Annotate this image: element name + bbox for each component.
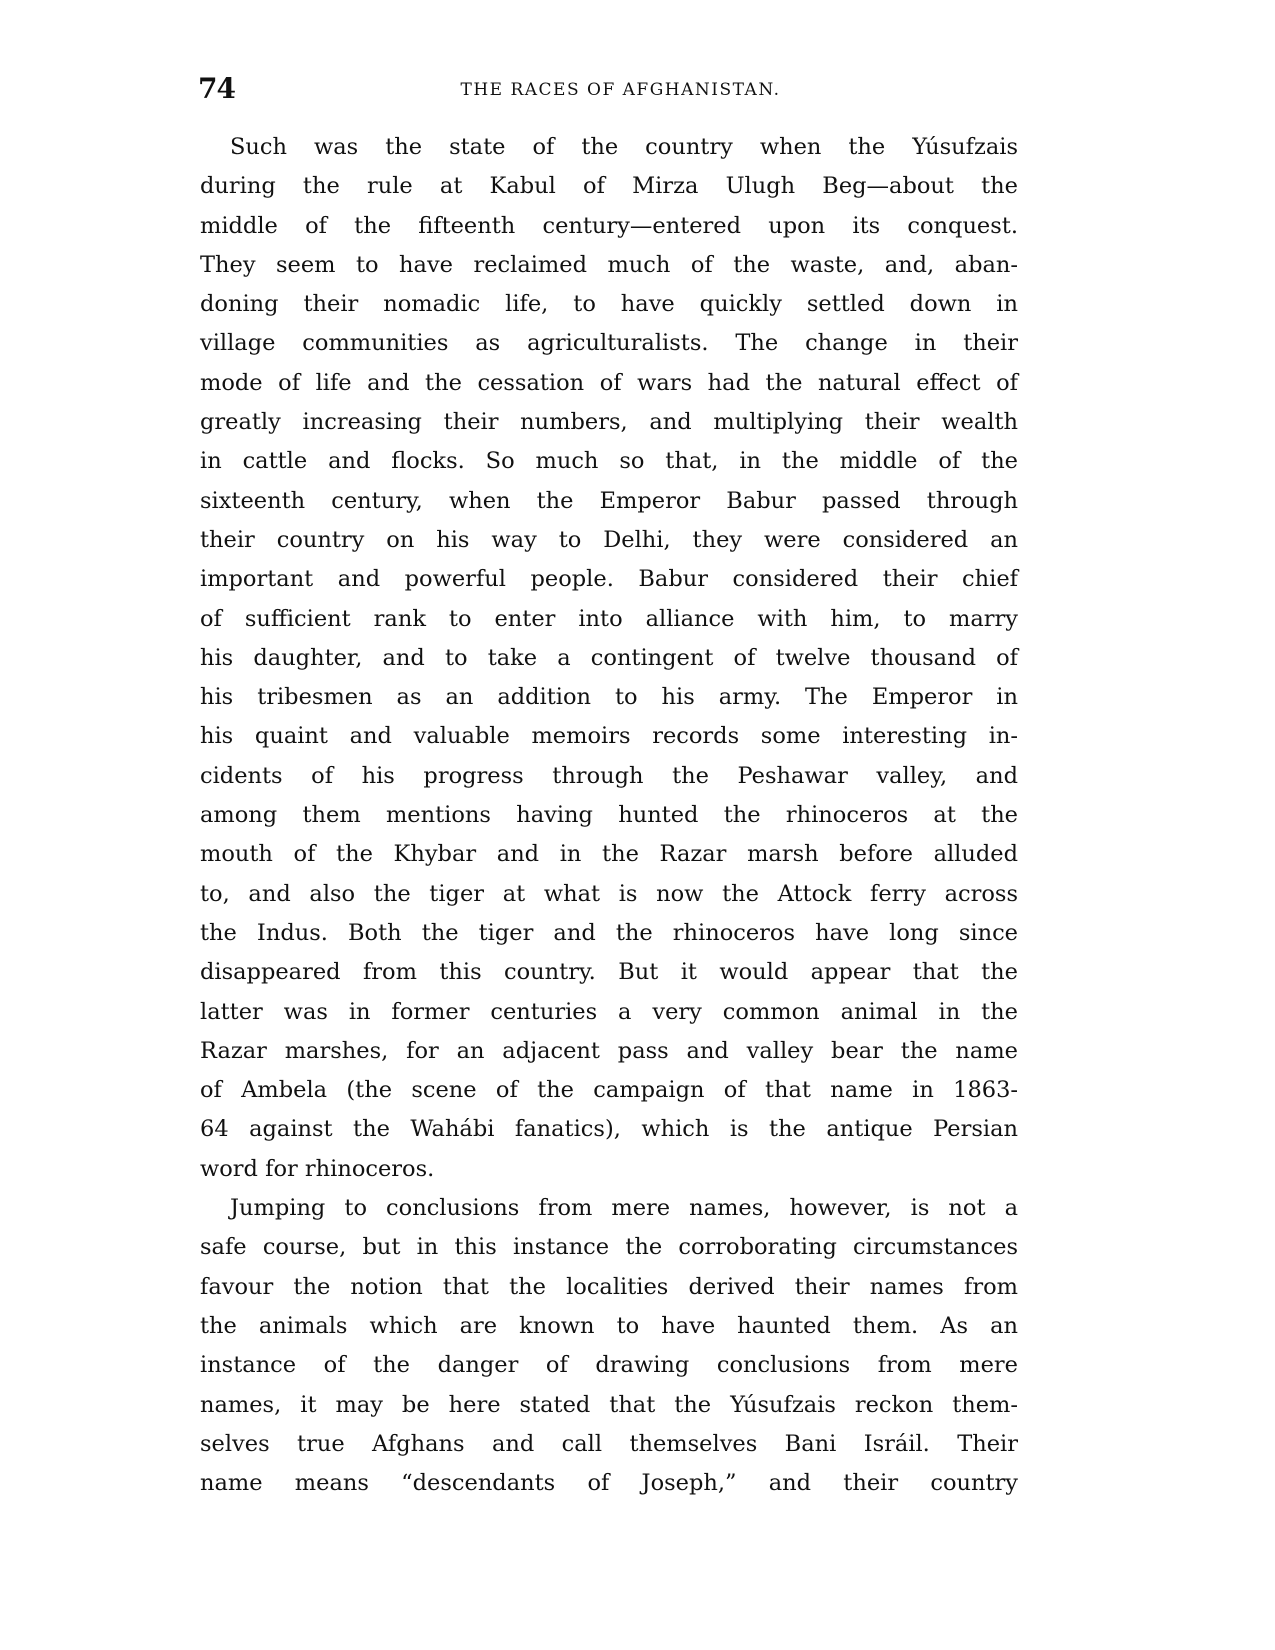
text-line: the Indus. Both the tiger and the rhinoceros have long since	[200, 919, 1018, 946]
text-line: doning their nomadic life, to have quickly settled down in	[200, 291, 1018, 318]
running-title: THE RACES OF AFGHANISTAN.	[460, 80, 781, 100]
text-line: latter was in former centuries a very common animal in the	[200, 998, 1018, 1025]
text-line: in cattle and flocks. So much so that, in the middle of the	[200, 448, 1018, 475]
text-line: word for rhinoceros.	[200, 1155, 435, 1182]
text-line: his tribesmen as an addition to his army. The Emperor in	[200, 684, 1018, 711]
text-line: Jumping to conclusions from mere names, however, is not a	[230, 1195, 1018, 1222]
text-line: among them mentions having hunted the rhinoceros at the	[200, 802, 1018, 829]
text-line: of sufficient rank to enter into alliance with him, to marry	[200, 605, 1018, 632]
text-line: their country on his way to Delhi, they were considered an	[200, 526, 1018, 553]
text-line: name means “descendants of Joseph,” and their country	[200, 1470, 1018, 1497]
text-line: to, and also the tiger at what is now the Attock ferry across	[200, 880, 1018, 907]
text-line: cidents of his progress through the Peshawar valley, and	[200, 762, 1018, 789]
text-line: They seem to have reclaimed much of the waste, and, aban-	[200, 251, 1018, 278]
text-line: safe course, but in this instance the corroborating circumstances	[200, 1234, 1018, 1261]
text-line: greatly increasing their numbers, and multiplying their wealth	[200, 409, 1018, 436]
page-header	[198, 72, 1023, 112]
text-line: village communities as agriculturalists. The change in their	[200, 330, 1018, 357]
text-line: disappeared from this country. But it would appear that the	[200, 959, 1018, 986]
text-line: during the rule at Kabul of Mirza Ulugh Beg—about the	[200, 173, 1018, 200]
text-line: instance of the danger of drawing conclusions from mere	[200, 1352, 1018, 1379]
text-line: 64 against the Wahábi fanatics), which is the antique Persian	[200, 1116, 1018, 1143]
text-line: middle of the fifteenth century—entered upon its conquest.	[200, 212, 1018, 239]
text-line: of Ambela (the scene of the campaign of that name in 1863-	[200, 1077, 1018, 1104]
body-text	[200, 128, 1018, 1503]
text-line: his quaint and valuable memoirs records some interesting in-	[200, 723, 1018, 750]
text-line: Such was the state of the country when the Yúsufzais	[230, 134, 1018, 160]
text-line: sixteenth century, when the Emperor Babur passed through	[200, 487, 1018, 514]
text-line: favour the notion that the localities derived their names from	[200, 1273, 1018, 1300]
text-line: his daughter, and to take a contingent of twelve thousand of	[200, 644, 1018, 671]
text-line: Razar marshes, for an adjacent pass and valley bear the name	[200, 1037, 1018, 1064]
page-number: 74	[198, 72, 235, 105]
paragraph-1	[200, 128, 1018, 1189]
text-line: mode of life and the cessation of wars had the natural effect of	[200, 369, 1018, 396]
text-line: mouth of the Khybar and in the Razar marsh before alluded	[200, 841, 1018, 868]
paragraph-2	[200, 1189, 1018, 1503]
text-line: the animals which are known to have haunted them. As an	[200, 1312, 1018, 1339]
text-line: names, it may be here stated that the Yúsufzais reckon them-	[200, 1391, 1018, 1418]
text-line: important and powerful people. Babur considered their chief	[200, 566, 1018, 593]
text-line: selves true Afghans and call themselves Bani Isráil. Their	[200, 1430, 1018, 1457]
